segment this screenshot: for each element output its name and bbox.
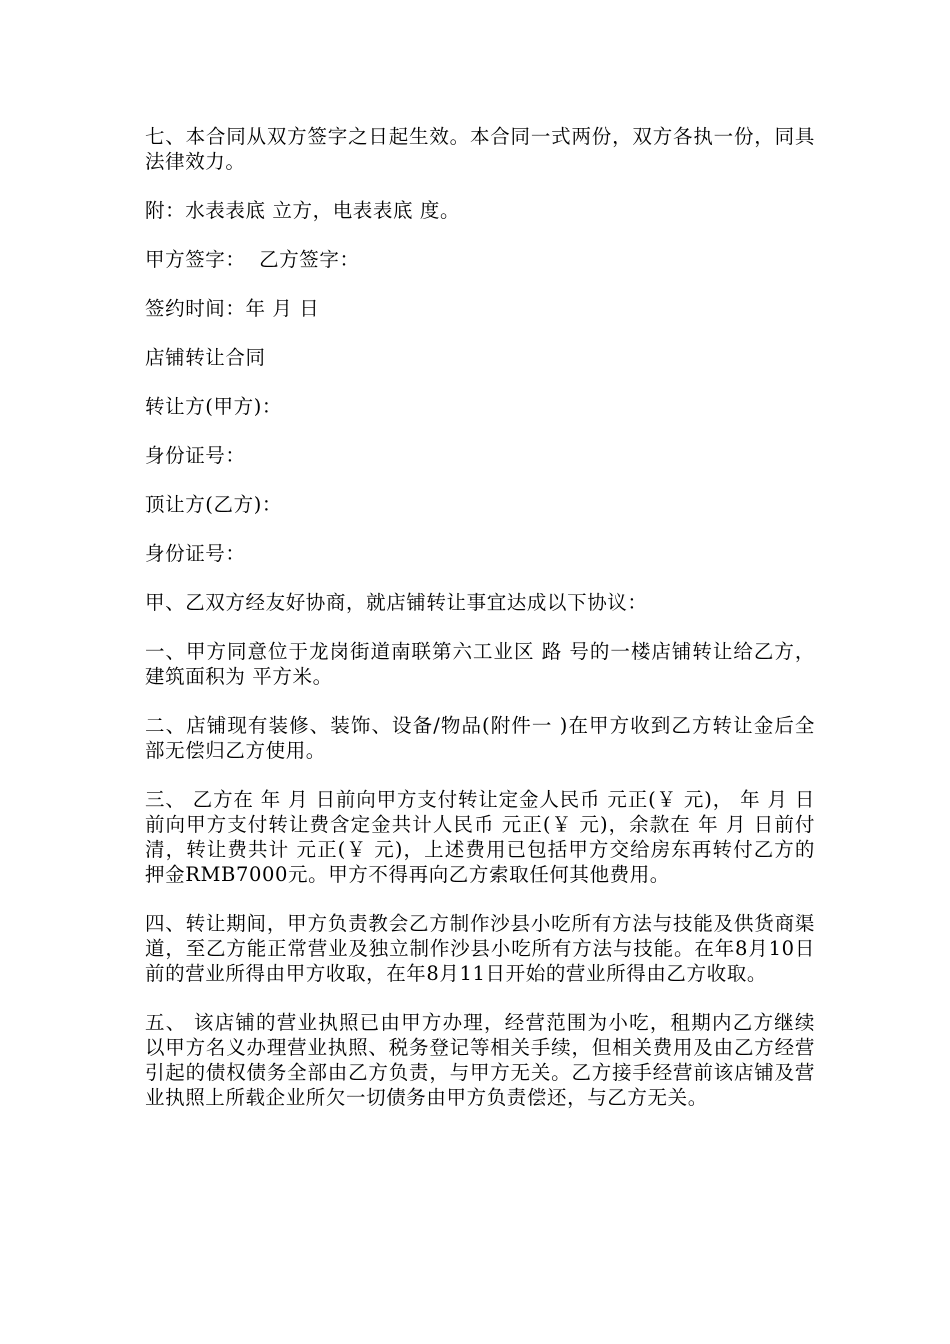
clause-one-location: 一、甲方同意位于龙岗街道南联第六工业区 路 号的一楼店铺转让给乙方，建筑面积为 平方米。 xyxy=(145,640,815,688)
transferor-id-number: 身份证号： xyxy=(145,444,246,467)
clause-five-license: 五、 该店铺的营业执照已由甲方办理，经营范围为小吃，租期内乙方继续以甲方名义办理营业执照、税务登记等相关手续，但相关费用及由乙方经营引起的债权债务全部由乙方负责，与甲方无关。乙方接手经营前该店铺及营业执照上所载企业所欠一切债务由甲方负责偿还，与乙方无关。 xyxy=(145,1011,815,1109)
signing-date: 签约时间：年 月 日 xyxy=(145,297,320,320)
clause-three-payment: 三、 乙方在 年 月 日前向甲方支付转让定金人民币 元正(￥ 元)， 年 月 日前向甲方支付转让费含定金共计人民币 元正(￥ 元)，余款在 年 月 日前付清，转让费共计 元正(￥ 元)，上述费用已包括甲方交给房东再转付乙方的押金RMB7000元。甲方不得再向乙方索取任何其他费用。 xyxy=(145,788,815,886)
contract-title: 店铺转让合同 xyxy=(145,346,266,369)
signature-line: 甲方签字： 乙方签字： xyxy=(145,248,360,271)
clause-two-fixtures: 二、店铺现有装修、装饰、设备/物品(附件一 )在甲方收到乙方转让金后全部无偿归乙方使用。 xyxy=(145,714,815,762)
agreement-preamble: 甲、乙双方经友好协商，就店铺转让事宜达成以下协议： xyxy=(145,591,648,614)
transferor-party: 转让方(甲方)： xyxy=(145,395,283,418)
clause-four-training: 四、转让期间，甲方负责教会乙方制作沙县小吃所有方法与技能及供货商渠道，至乙方能正常营业及独立制作沙县小吃所有方法与技能。在年8月10日前的营业所得由甲方收取，在年8月11日开始的营业所得由乙方收取。 xyxy=(145,912,815,985)
transferee-id-number: 身份证号： xyxy=(145,542,246,565)
document-body xyxy=(145,124,815,1134)
clause-seven-effective: 七、本合同从双方签字之日起生效。本合同一式两份，双方各执一份，同具法律效力。 xyxy=(145,125,815,173)
transferee-party: 顶让方(乙方)： xyxy=(145,493,283,516)
meter-readings: 附：水表表底 立方，电表表底 度。 xyxy=(145,199,461,222)
